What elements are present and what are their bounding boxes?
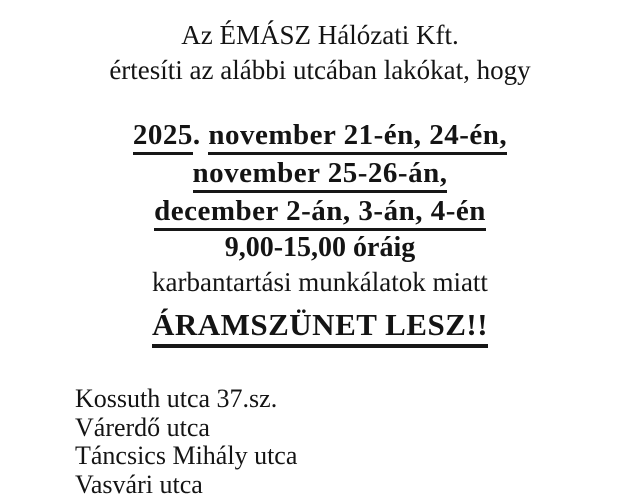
street-item: Táncsics Mihály utca xyxy=(75,442,297,471)
date-line-1-rest: november 21-én, 24-én, xyxy=(208,119,507,155)
date-line-2: november 25-26-án, xyxy=(0,154,640,192)
date-separator: . xyxy=(193,119,201,151)
announcement-text: ÁRAMSZÜNET LESZ!! xyxy=(152,307,488,348)
date-year: 2025 xyxy=(133,119,193,155)
street-item: Várerdő utca xyxy=(75,414,297,443)
header-line-company: Az ÉMÁSZ Hálózati Kft. xyxy=(0,18,640,53)
date-line-1 xyxy=(0,116,640,154)
header-line-intro: értesíti az alábbi utcában lakókat, hogy xyxy=(0,53,640,88)
street-item: Kossuth utca 37.sz. xyxy=(75,385,297,414)
reason-line: karbantartási munkálatok miatt xyxy=(0,266,640,299)
street-item: Vasvári utca xyxy=(75,471,297,499)
street-list xyxy=(75,385,297,499)
date-line-3: december 2-án, 3-án, 4-én xyxy=(0,192,640,230)
notice-header xyxy=(0,18,640,88)
time-range-line: 9,00-15,00 óráig xyxy=(0,230,640,266)
announcement-line xyxy=(0,307,640,343)
notice-body xyxy=(0,116,640,299)
